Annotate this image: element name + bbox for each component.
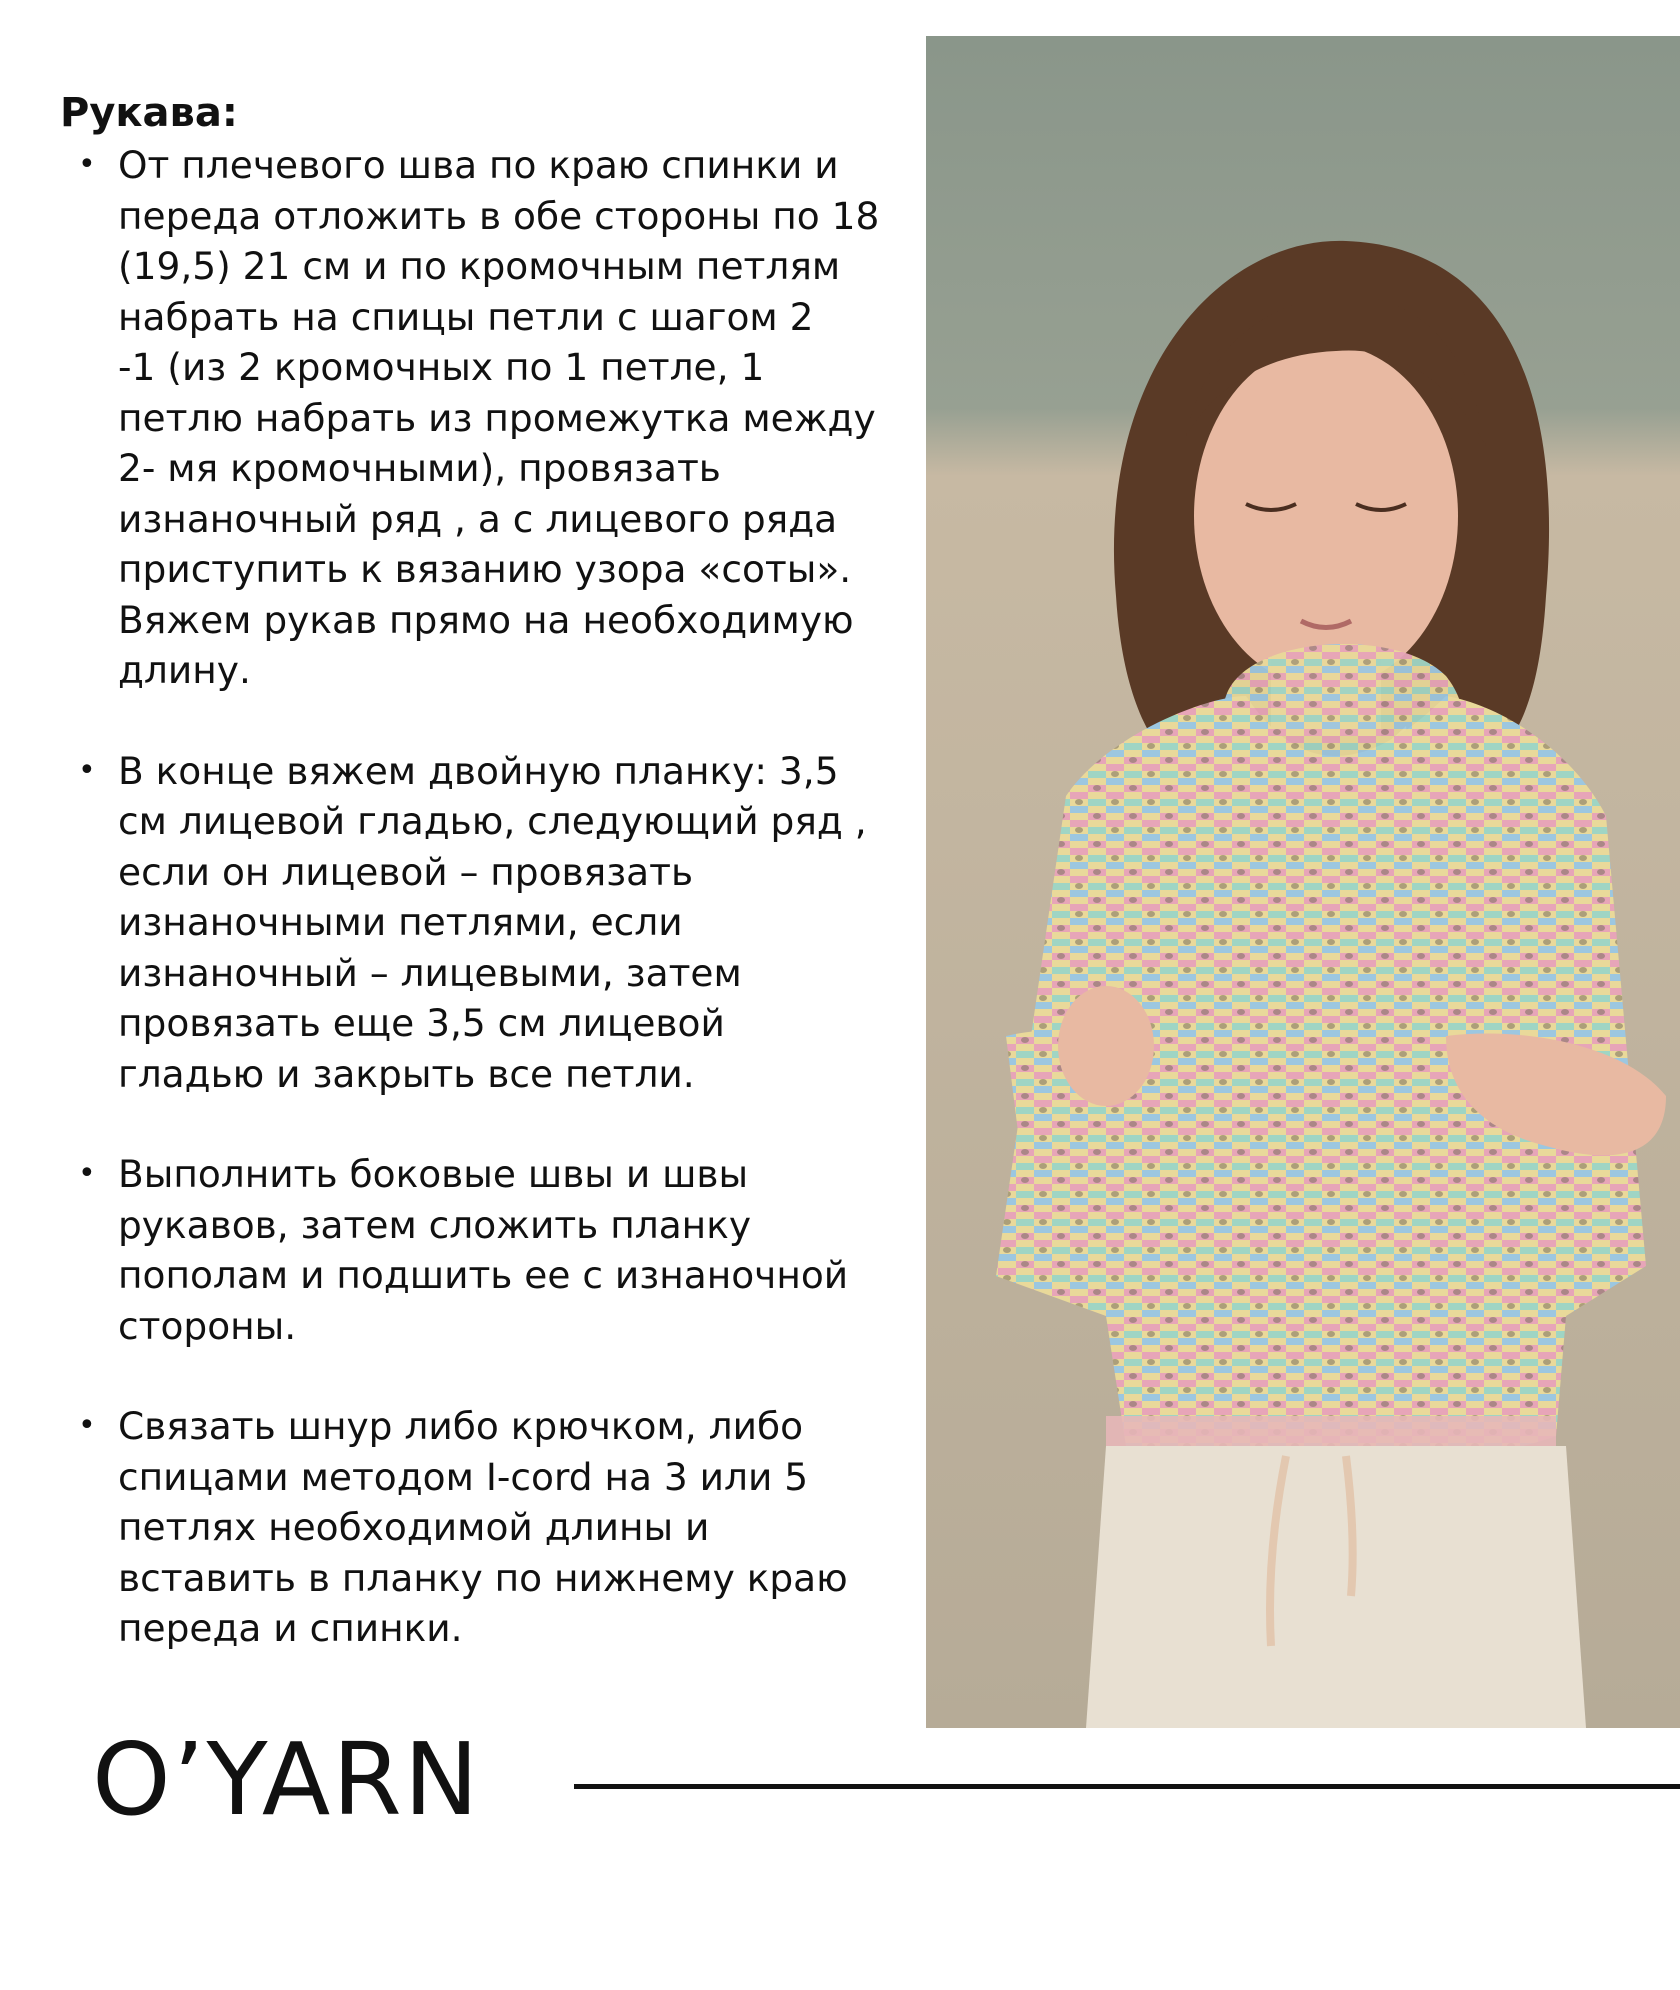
list-item — [78, 1149, 888, 1351]
text-line: От плечевого шва по краю спинки и — [118, 143, 839, 187]
model-photo-illustration — [926, 36, 1680, 1728]
text-line: 2- мя кромочными), провязать — [118, 446, 721, 490]
text-line: изнаночными петлями, если — [118, 900, 683, 944]
text-line: вставить в планку по нижнему краю — [118, 1555, 848, 1600]
text-line: гладью и закрыть все петли. — [118, 1051, 695, 1096]
text-line: если он лицевой – провязать — [118, 849, 694, 894]
bullet-icon: • — [78, 1408, 96, 1443]
text-line: изнаночный – лицевыми, затем — [118, 950, 742, 995]
text-line: петлю набрать из промежутка между — [118, 395, 876, 440]
text-line: см лицевой гладью, следующий ряд , — [118, 799, 867, 843]
text-line: набрать на спицы петли с шагом 2 — [118, 294, 814, 339]
text-line: приступить к вязанию узора «соты». — [118, 547, 852, 591]
text-line: Выполнить боковые швы и швы — [118, 1152, 749, 1196]
brand-logo: O’YARN — [92, 1721, 481, 1838]
text-line: пополам и подшить ее с изнаночной — [118, 1253, 849, 1297]
text-line: (19,5) 21 см и по кромочным петлям — [118, 244, 841, 288]
text-line: переда отложить в обе стороны по 18 — [118, 193, 880, 238]
text-line: рукавов, затем сложить планку — [118, 1202, 752, 1247]
left-hand — [1058, 986, 1154, 1106]
bullet-icon: • — [78, 752, 96, 788]
text-line: стороны. — [118, 1303, 297, 1348]
page-title: Рукава: — [60, 90, 238, 136]
text-line: изнаночный ряд , а с лицевого ряда — [118, 496, 838, 541]
bullet-icon: • — [78, 1156, 96, 1191]
instruction-list — [78, 140, 888, 1704]
text-line: переда и спинки. — [118, 1606, 463, 1650]
text-line: -1 (из 2 кромочных по 1 петле, 1 — [118, 345, 765, 389]
text-line: Связать шнур либо крючком, либо — [118, 1404, 804, 1448]
text-line: провязать еще 3,5 см лицевой — [118, 1001, 725, 1045]
face — [1194, 344, 1458, 688]
divider-line — [574, 1784, 1680, 1789]
list-item — [78, 1401, 888, 1654]
pants — [1086, 1446, 1586, 1728]
list-item — [78, 746, 888, 1100]
bullet-icon: • — [78, 147, 96, 182]
list-item — [78, 140, 888, 696]
text-line: петлях необходимой длины и — [118, 1505, 710, 1549]
model-photo — [926, 36, 1680, 1728]
text-line: В конце вяжем двойную планку: 3,5 — [118, 748, 839, 793]
text-line: спицами методом I-cord на 3 или 5 — [118, 1454, 809, 1499]
text-line: Вяжем рукав прямо на необходимую — [118, 597, 854, 642]
text-line: длину. — [118, 648, 251, 692]
